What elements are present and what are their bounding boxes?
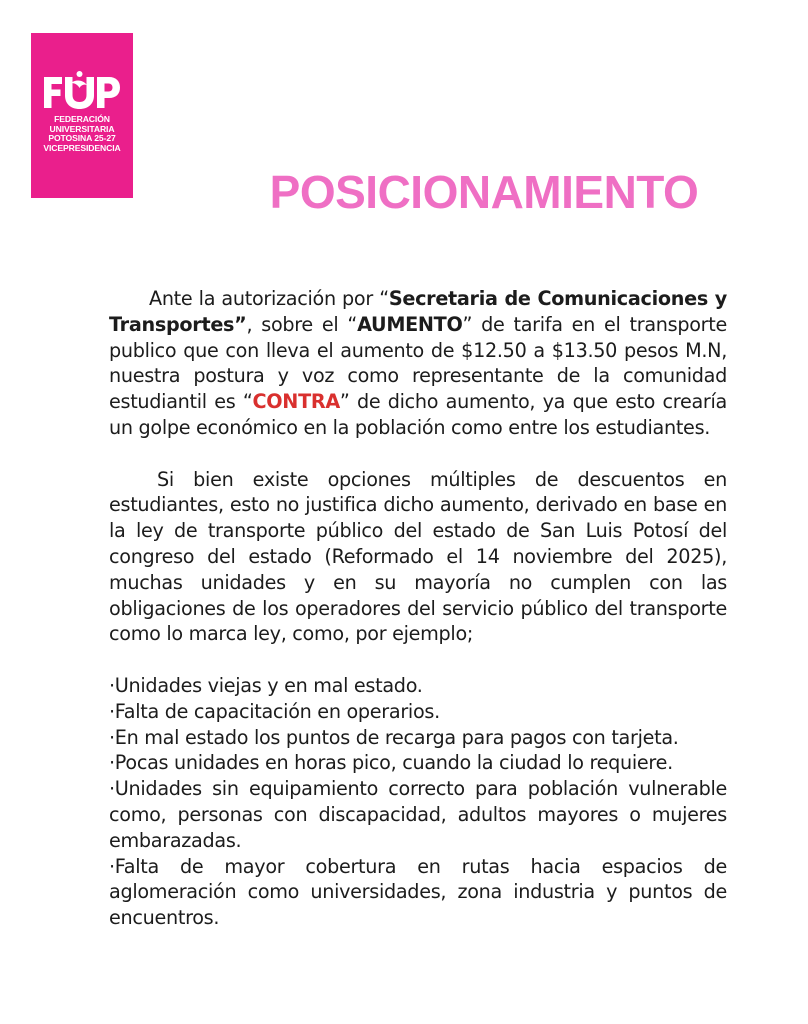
paragraph-1 [109, 286, 727, 441]
paragraph-1-bold-aumento: AUMENTO [357, 312, 463, 336]
logo-line-1: FEDERACIÓN [54, 114, 110, 124]
page-title: POSICIONAMIENTO [269, 166, 699, 218]
logo-line-2: UNIVERSITARIA [49, 123, 115, 134]
list-item: ·Falta de mayor cobertura en rutas hacia espacios de aglomeración como universidades, zona industria y puntos de encuentros. [109, 854, 727, 930]
list-item: ·Unidades viejas y en mal estado. [109, 673, 423, 697]
issues-list [109, 673, 727, 931]
fup-logo-mark [31, 33, 133, 115]
logo-line-3: POTOSINA 25-27 [48, 133, 116, 144]
paragraph-2: Si bien existe opciones múltiples de descuentos en estudiantes, esto no justifica dicho aumento, derivado en base en la ley de transporte público del estado de San Luis Potosí del congreso del estado (Reformado el 14 noviembre del 2025), muchas unidades y en su mayoría no cumplen con las obligaciones de los operadores del servicio público del transporte como lo marca ley, como, por ejemplo; [109, 467, 727, 646]
list-item: ·Unidades sin equipamiento correcto para población vulnerable como, personas con discapacidad, adultos mayores o mujeres embarazadas. [109, 777, 727, 852]
paragraph-1-contra: CONTRA [252, 390, 340, 414]
list-item: ·En mal estado los puntos de recarga para pagos con tarjeta. [109, 725, 679, 749]
paragraph-1-text-c: ” de tarifa en el transporte publico que con lleva el aumento de $12.50 a $13.50 pesos M.N, nuestra postura y voz como representante de la comunidad estudiantil es “ [109, 312, 727, 414]
logo-subtitle [31, 115, 133, 153]
list-item: ·Pocas unidades en horas pico, cuando la ciudad lo requiere. [109, 751, 673, 775]
paragraph-1-text-b: , sobre el “ [246, 312, 358, 336]
paragraph-1-bold-agency: Secretaria de Comunicaciones y Transportes” [109, 287, 727, 336]
paragraph-1-text-d: ” de dicho aumento, ya que esto crearía un golpe económico en la población como entre los estudiantes. [109, 390, 727, 439]
list-item: ·Falta de capacitación en operarios. [109, 699, 440, 723]
paragraph-1-text-a: Ante la autorización por “ [149, 287, 389, 310]
document-body [109, 286, 727, 931]
logo-line-4: VICEPRESIDENCIA [43, 142, 121, 153]
